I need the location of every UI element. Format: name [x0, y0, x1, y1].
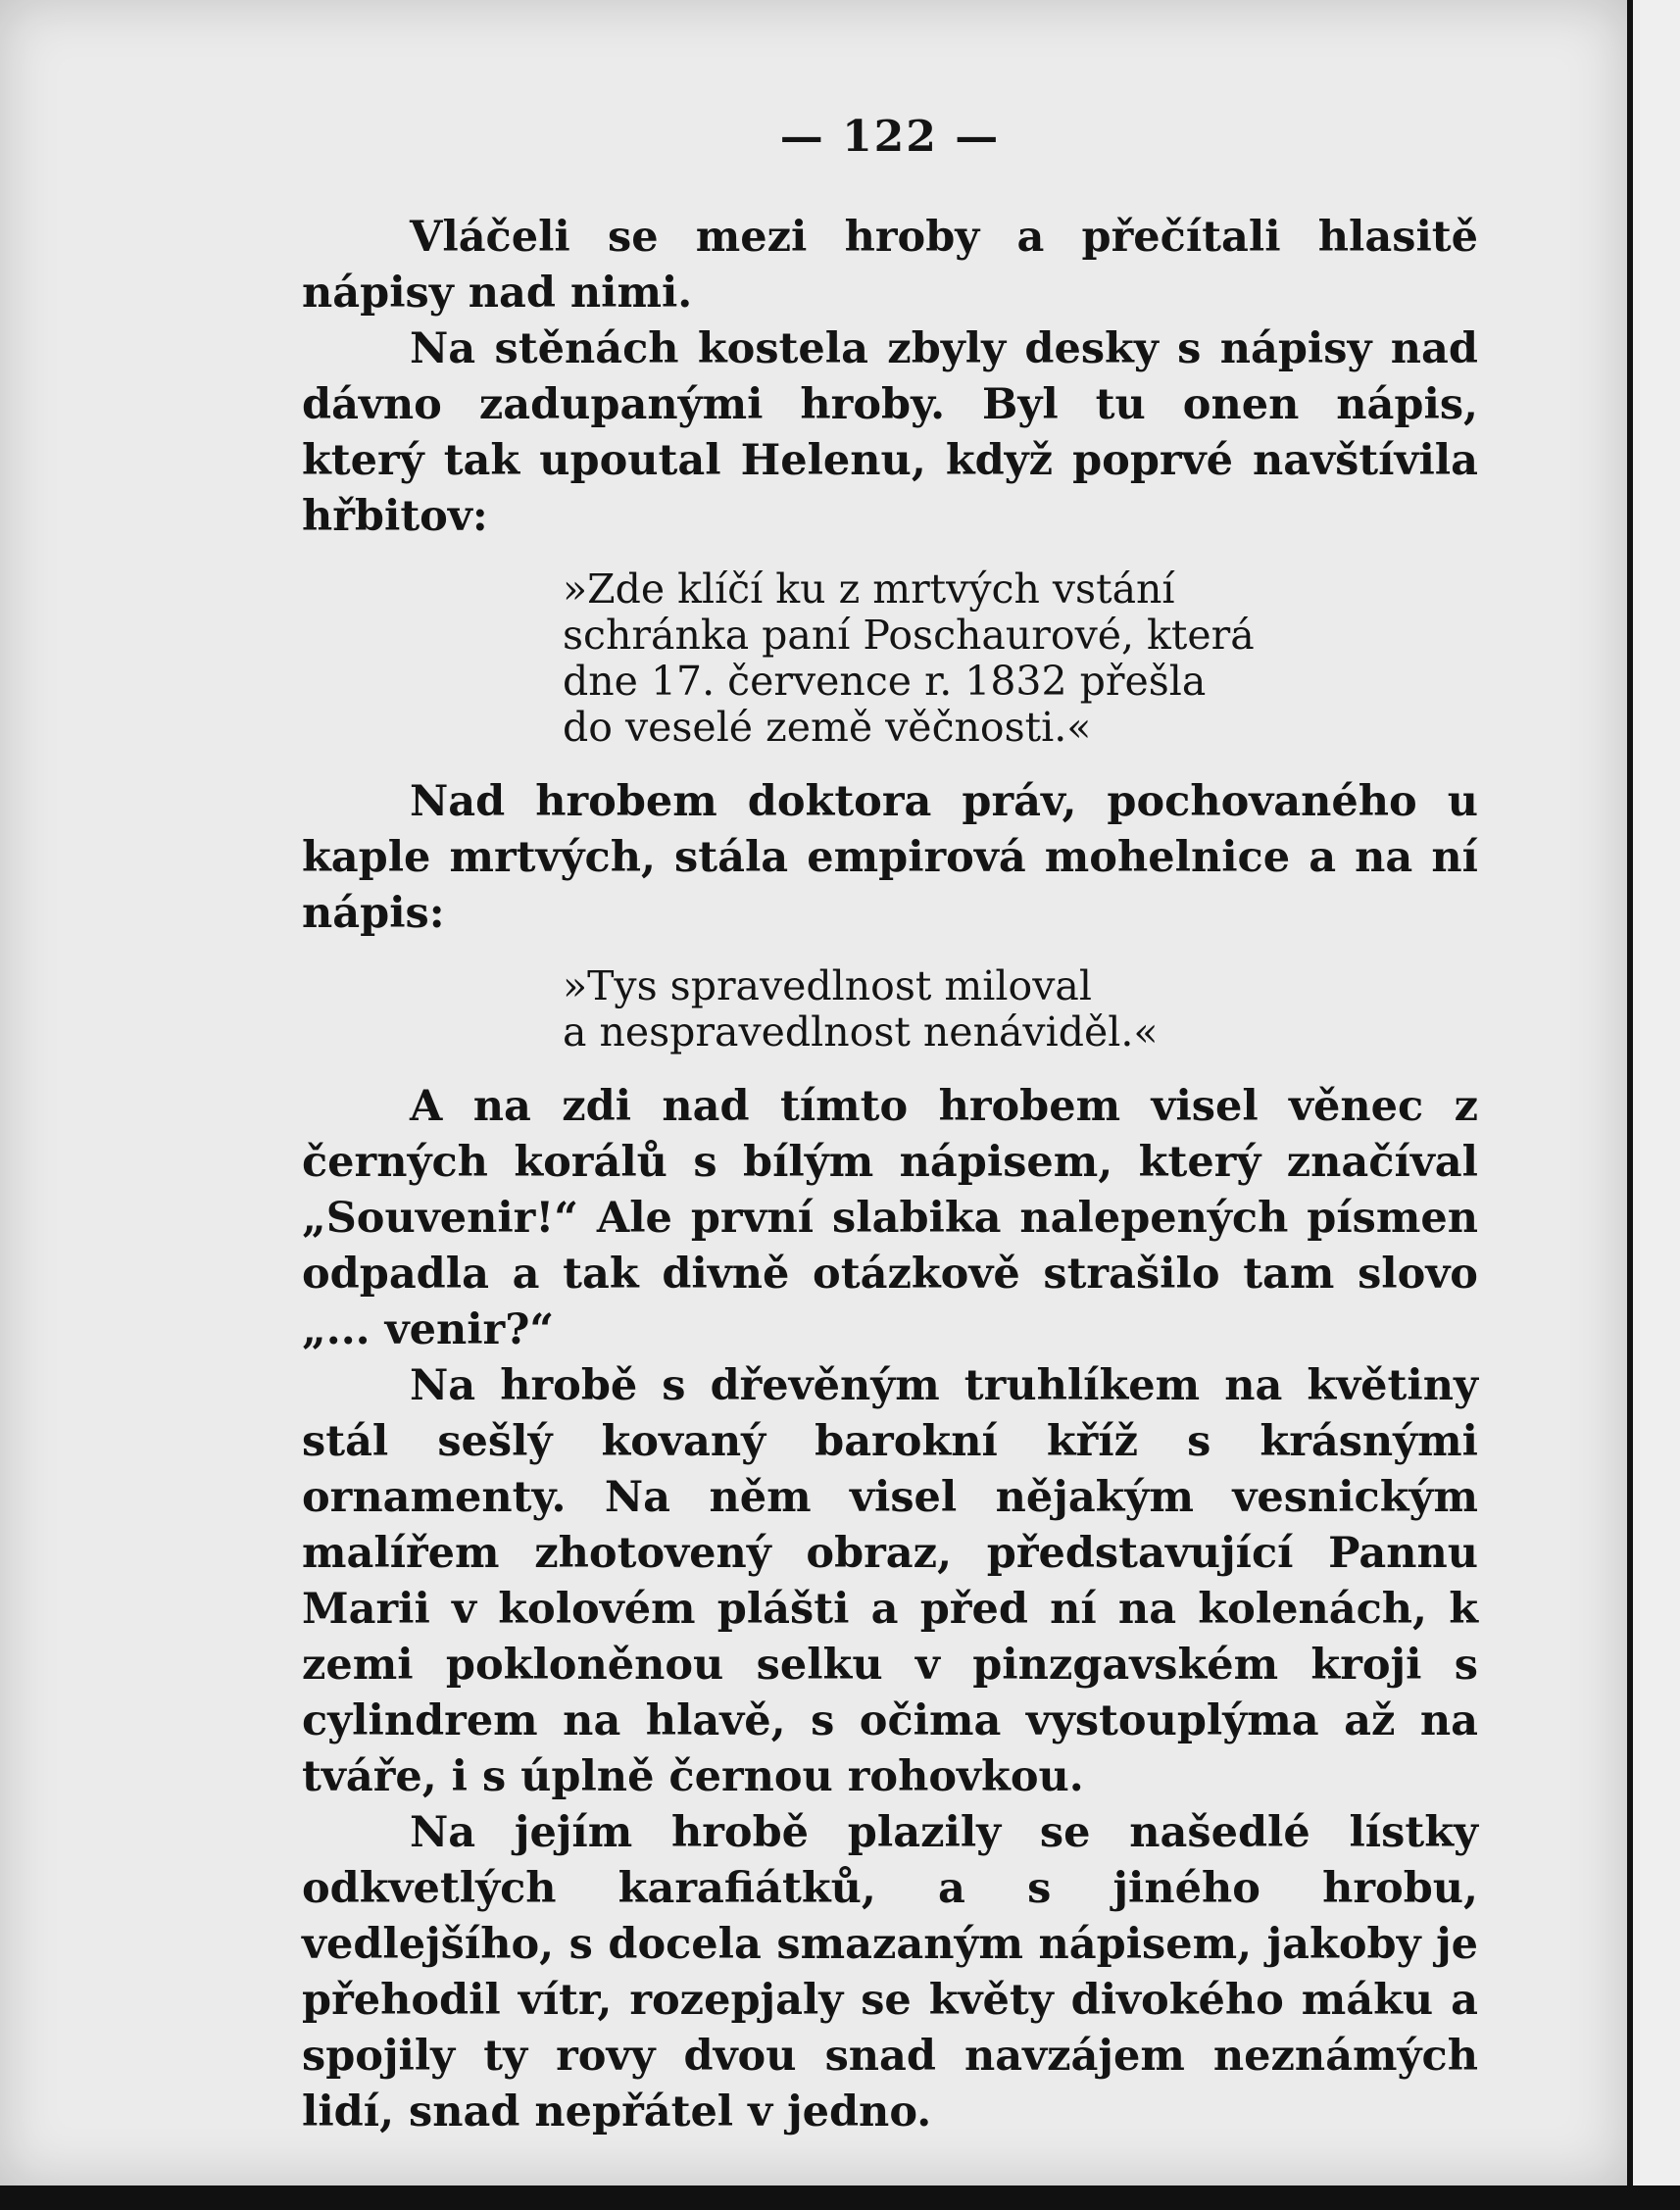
paragraph-1: Vláčeli se mezi hroby a přečítali hlasitě nápisy nad nimi. — [302, 213, 1478, 318]
inscription-poschaurova: »Zde klíčí ku z mrtvých vstání schránka paní Poschaurové, která dne 17. července r. 1832 přešla do veselé země věčnosti.« — [563, 565, 1255, 751]
scan-border — [0, 2185, 1680, 2210]
paragraph-3: Nad hrobem doktora práv, pochovaného u kaple mrtvých, stála empirová mohelnice a na ní nápis: — [302, 777, 1478, 938]
page-text — [302, 108, 1478, 2140]
paragraph-5: Na hrobě s dřevěným truhlíkem na květiny stál sešlý kovaný barokní kříž s krásnými ornamenty. Na něm visel nějakým vesnickým malířem zhotovený obraz, představující Pannu Marii v kolovém plášti a před ní na kolenách, k zemi pokloněnou selku v pinzgavském kroji s cylindrem na hlavě, s očima vystouplýma až na tváře, i s úplně černou rohovkou. — [302, 1361, 1478, 1801]
adjacent-page-edge — [1627, 0, 1680, 2210]
paragraph-6: Na jejím hrobě plazily se našedlé lístky odkvetlých karafiátků, a s jiného hrobu, vedlejšího, s docela smazaným nápisem, jakoby je přehodil vítr, rozepjaly se květy divokého máku a spojily ty rovy dvou snad navzájem neznámých lidí, snad nepřátel v jedno. — [302, 1808, 1478, 2136]
inscription-doctor: »Tys spravedlnost miloval a nespravedlnost nenáviděl.« — [563, 962, 1159, 1056]
paragraph-2: Na stěnách kostela zbyly desky s nápisy nad dávno zadupanými hroby. Byl tu onen nápis, který tak upoutal Helenu, když poprvé navštívila hřbitov: — [302, 324, 1478, 541]
page-number: — 122 — — [779, 112, 1001, 162]
paragraph-4: A na zdi nad tímto hrobem visel věnec z černých korálů s bílým nápisem, který značíval „Souvenir!“ Ale první slabika nalepených písmen odpadla a tak divně otázkově strašilo tam slovo „... venir?“ — [302, 1082, 1478, 1354]
